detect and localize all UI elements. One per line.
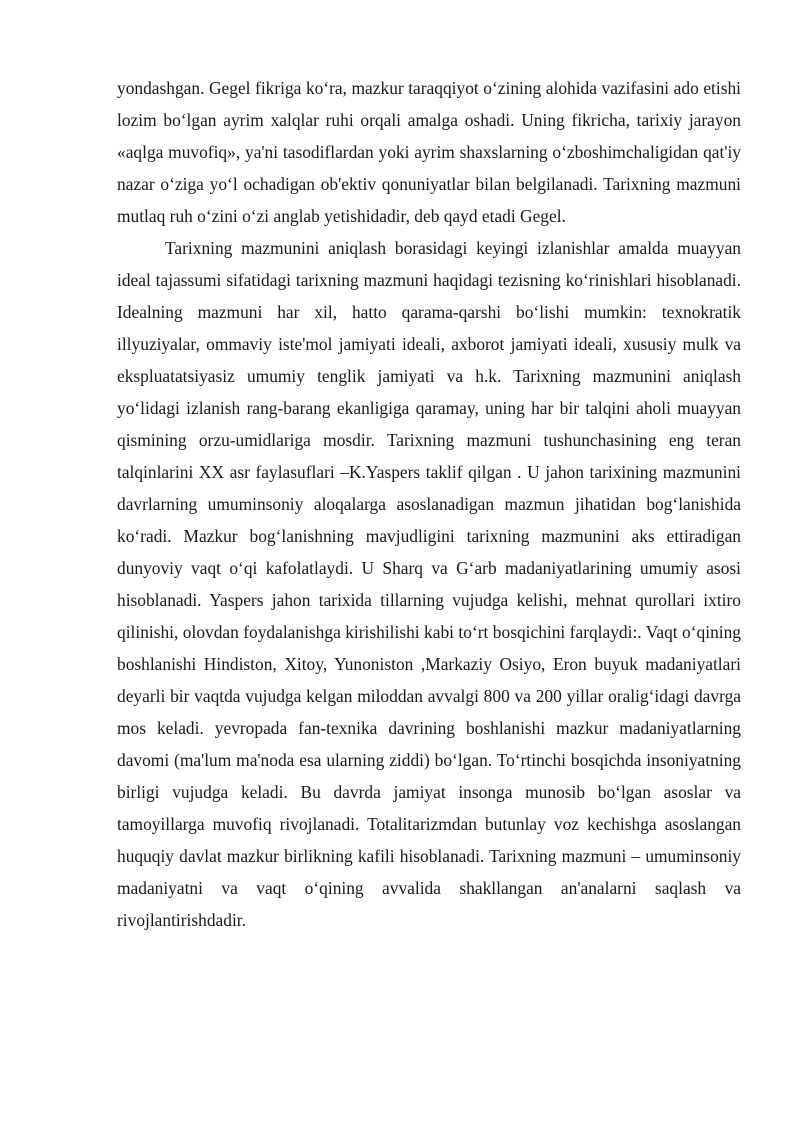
paragraph-continuation: yondashgan. Gegel fikriga ko‘ra, mazkur taraqqiyot o‘zining alohida vazifasini ado etishi lozim bo‘lgan ayrim xalqlar ruhi orqali amalga oshadi. Uning fikricha, tarixiy jarayon «aqlga muvofiq», ya'ni tasodiflardan yoki ayrim shaxslarning o‘zboshimchaligidan qat'iy nazar o‘ziga yo‘l ochadigan ob'ektiv qonuniyatlar bilan belgilanadi. Tarixning mazmuni mutlaq ruh o‘zini o‘zi anglab yetishidadir, deb qayd etadi Gegel. [117, 78, 741, 226]
paragraph-history-meaning: Tarixning mazmunini aniqlash borasidagi keyingi izlanishlar amalda muayyan ideal tajassumi sifatidagi tarixning mazmuni haqidagi tezisning ko‘rinishlari hisoblanadi. Idealning mazmuni har xil, hatto qarama-qarshi bo‘lishi mumkin: texnokratik illyuziyalar, ommaviy iste'mol jamiyati ideali, axborot jamiyati ideali, xususiy mulk va ekspluatatsiyasiz umumiy tenglik jamiyati va h.k. Tarixning mazmunini aniqlash yo‘lidagi izlanish rang-barang ekanligiga qaramay, uning har bir talqini aholi muayyan qismining orzu-umidlariga mosdir. Tarixning mazmuni tushunchasining eng teran talqinlarini XX asr faylasuflari –K.Yaspers taklif qilgan . U jahon tarixining mazmunini davrlarning umuminsoniy aloqalarga asoslanadigan mazmun jihatidan bog‘lanishida ko‘radi. Mazkur bog‘lanishning mavjudligini tarixning mazmunini aks ettiradigan dunyoviy vaqt o‘qi kafolatlaydi. U Sharq va G‘arb madaniyatlarining umumiy asosi hisoblanadi. Yaspers jahon tarixida tillarning vujudga kelishi, mehnat qurollari ixtiro qilinishi, olovdan foydalanishga kirishilishi kabi to‘rt bosqichini farqlaydi:. Vaqt o‘qining boshlanishi Hindiston, Xitoy, Yunoniston ,Markaziy Osiyo, Eron buyuk madaniyatlari deyarli bir vaqtda vujudga kelgan miloddan avvalgi 800 va 200 yillar oralig‘idagi davrga mos keladi. yevropada fan-texnika davrining boshlanishi mazkur madaniyatlarning davomi (ma'lum ma'noda esa ularning ziddi) bo‘lgan. To‘rtinchi bosqichda insoniyatning birligi vujudga keladi. Bu davrda jamiyat insonga munosib bo‘lgan asoslar va tamoyillarga muvofiq rivojlanadi. Totalitarizmdan butunlay voz kechishga asoslangan huquqiy davlat mazkur birlikning kafili hisoblanadi. Tarixning mazmuni – umuminsoniy madaniyatni va vaqt o‘qining avvalida shakllangan an'analarni saqlash va rivojlantirishdadir. [117, 238, 741, 930]
body-text [117, 72, 741, 936]
